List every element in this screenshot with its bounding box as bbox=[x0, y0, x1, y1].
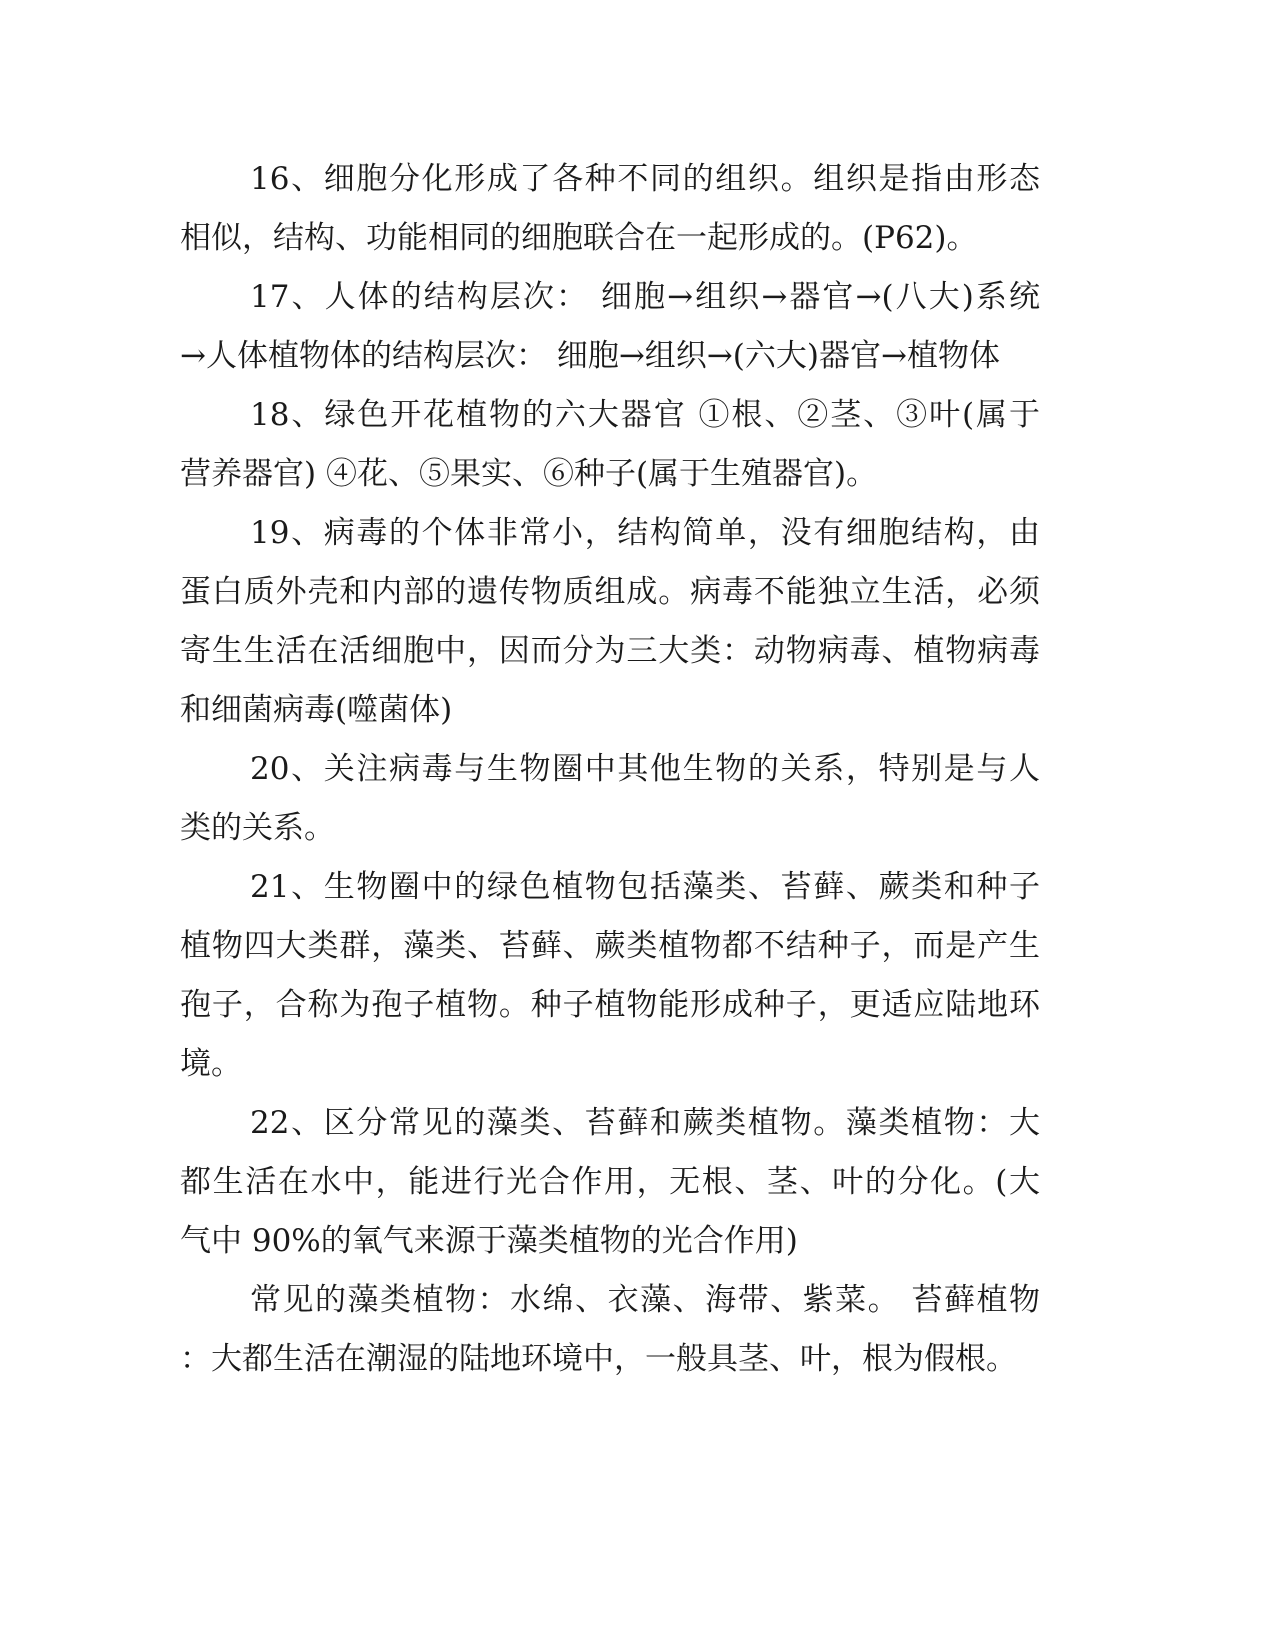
paragraph-16-line-2: 相似，结构、功能相同的细胞联合在一起形成的。(P62)。 bbox=[180, 220, 978, 256]
paragraph-21-line-2: 植物四大类群，藻类、苔藓、蕨类植物都不结种子，而是产生 bbox=[180, 928, 1040, 964]
paragraph-21-line-1: 21、生物圈中的绿色植物包括藻类、苔藓、蕨类和种子 bbox=[250, 869, 1040, 905]
paragraph-19-line-2: 蛋白质外壳和内部的遗传物质组成。病毒不能独立生活，必须 bbox=[180, 574, 1040, 610]
paragraph-21-line-3: 孢子，合称为孢子植物。种子植物能形成种子，更适应陆地环 bbox=[180, 987, 1040, 1023]
paragraph-algae-line-2: ：大都生活在潮湿的陆地环境中，一般具茎、叶，根为假根。 bbox=[180, 1341, 1017, 1377]
paragraph-17-line-2: →人体植物体的结构层次： 细胞→组织→(六大)器官→植物体 bbox=[180, 338, 1000, 374]
paragraph-20-line-2: 类的关系。 bbox=[180, 810, 335, 846]
paragraph-18-line-2: 营养器官) ④花、⑤果实、⑥种子(属于生殖器官)。 bbox=[180, 456, 878, 492]
paragraph-20-line-1: 20、关注病毒与生物圈中其他生物的关系，特别是与人 bbox=[250, 751, 1040, 787]
paragraph-19-line-3: 寄生生活在活细胞中，因而分为三大类：动物病毒、植物病毒 bbox=[180, 633, 1040, 669]
paragraph-16-line-1: 16、细胞分化形成了各种不同的组织。组织是指由形态 bbox=[250, 161, 1040, 197]
paragraph-18-line-1: 18、绿色开花植物的六大器官 ①根、②茎、③叶(属于 bbox=[250, 397, 1040, 433]
paragraph-21-line-4: 境。 bbox=[180, 1046, 242, 1082]
paragraph-22-line-1: 22、区分常见的藻类、苔藓和蕨类植物。藻类植物：大 bbox=[250, 1105, 1040, 1141]
paragraph-19-line-4: 和细菌病毒(噬菌体) bbox=[180, 692, 453, 728]
paragraph-22-line-2: 都生活在水中，能进行光合作用，无根、茎、叶的分化。(大 bbox=[180, 1164, 1040, 1200]
paragraph-17-line-1: 17、人体的结构层次： 细胞→组织→器官→(八大)系统 bbox=[250, 279, 1040, 315]
paragraph-algae-line-1: 常见的藻类植物：水绵、衣藻、海带、紫菜。 苔藓植物 bbox=[250, 1282, 1040, 1318]
paragraph-19-line-1: 19、病毒的个体非常小，结构简单，没有细胞结构，由 bbox=[250, 515, 1040, 551]
paragraph-22-line-3: 气中 90%的氧气来源于藻类植物的光合作用) bbox=[180, 1223, 798, 1259]
document-body bbox=[180, 150, 1040, 1389]
